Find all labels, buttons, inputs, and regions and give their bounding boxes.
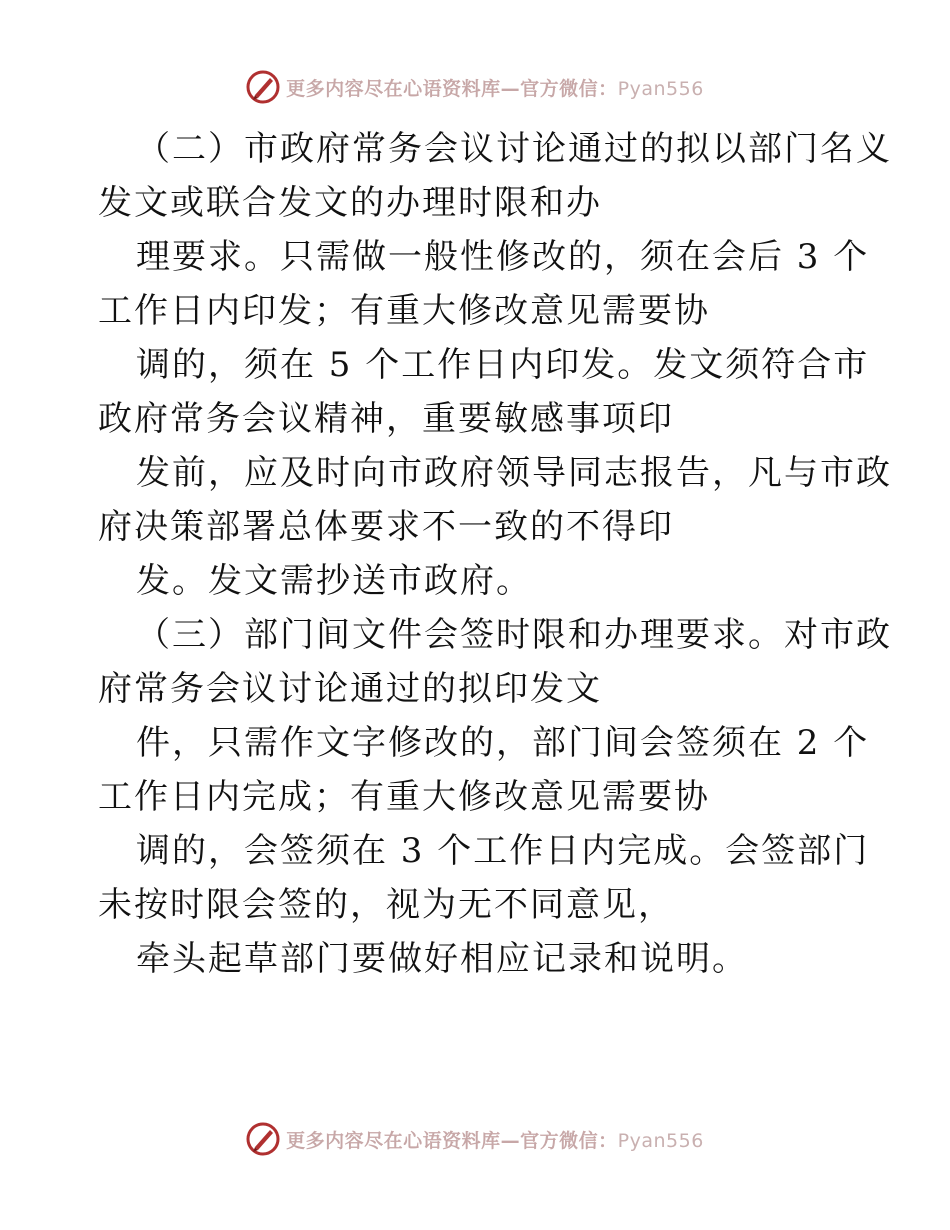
text-line: 调的，会签须在 3 个工作日内完成。会签部门 <box>136 831 870 871</box>
text-line: 发前，应及时向市政府领导同志报告，凡与市政 <box>136 453 892 493</box>
text-line: 政府常务会议精神，重要敏感事项印 <box>98 399 674 439</box>
watermark-text <box>286 74 704 101</box>
text-line: 牵头起草部门要做好相应记录和说明。 <box>136 939 748 979</box>
watermark-text <box>286 1126 704 1153</box>
text-line: 府常务会议讨论通过的拟印发文 <box>98 669 602 709</box>
text-line: 府决策部署总体要求不一致的不得印 <box>98 507 674 547</box>
text-line: （三）部门间文件会签时限和办理要求。对市政 <box>136 615 892 655</box>
pen-logo-icon <box>246 70 280 104</box>
footer-watermark <box>0 1122 950 1156</box>
text-line: 件，只需作文字修改的，部门间会签须在 2 个 <box>136 723 870 763</box>
text-line: 未按时限会签的，视为无不同意见， <box>98 885 674 925</box>
text-line: 工作日内印发；有重大修改意见需要协 <box>98 291 710 331</box>
watermark-text-cn: 更多内容尽在心语资料库—官方微信： <box>286 1129 618 1152</box>
watermark-text-cn: 更多内容尽在心语资料库—官方微信： <box>286 77 618 100</box>
watermark-text-id: Pyan556 <box>617 1129 704 1152</box>
document-body <box>98 122 892 986</box>
header-watermark <box>0 70 950 104</box>
text-line: 调的，须在 5 个工作日内印发。发文须符合市 <box>136 345 870 385</box>
text-line: （二）市政府常务会议讨论通过的拟以部门名义 <box>136 129 892 169</box>
text-line: 发。发文需抄送市政府。 <box>136 561 532 601</box>
text-line: 发文或联合发文的办理时限和办 <box>98 183 602 223</box>
watermark-text-id: Pyan556 <box>617 77 704 100</box>
text-line: 工作日内完成；有重大修改意见需要协 <box>98 777 710 817</box>
pen-logo-icon <box>246 1122 280 1156</box>
text-line: 理要求。只需做一般性修改的，须在会后 3 个 <box>136 237 870 277</box>
